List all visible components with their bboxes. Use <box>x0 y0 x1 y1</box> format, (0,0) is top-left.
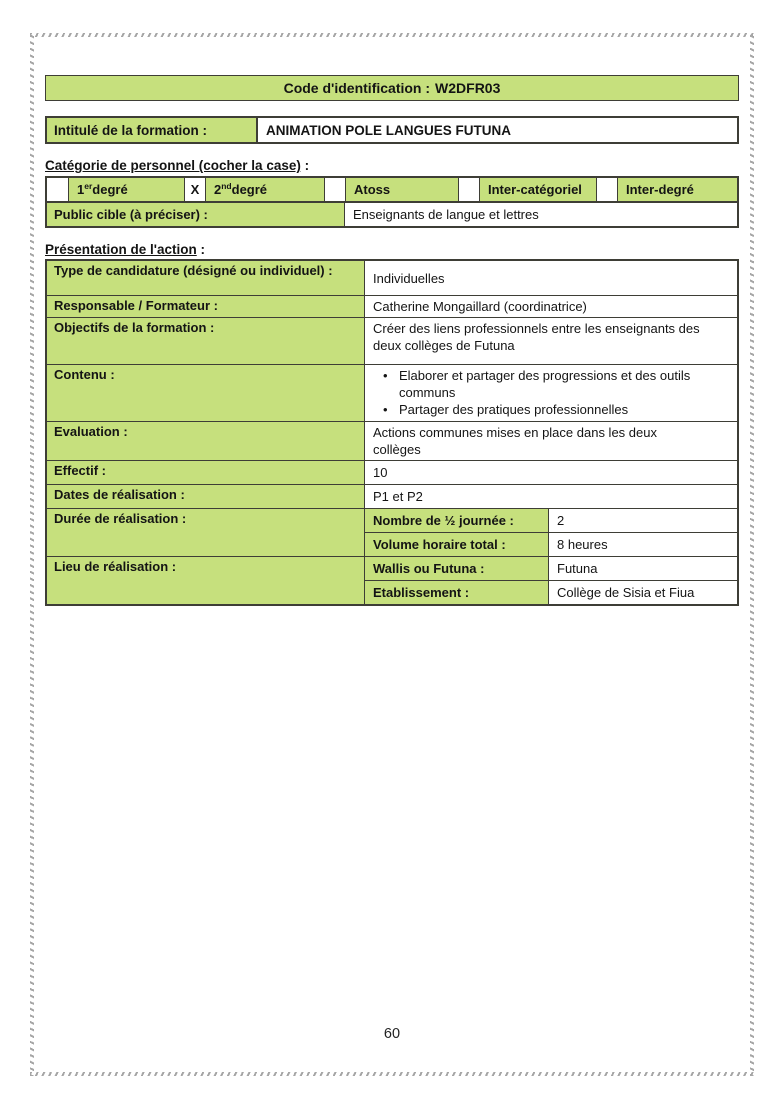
sub-row <box>365 557 737 580</box>
row-value-effectif: 10 <box>365 461 737 484</box>
categorie-table <box>45 176 739 228</box>
lieu-subtable <box>365 557 737 604</box>
table-row <box>47 295 737 317</box>
sub-value-etablissement: Collège de Sisia et Fiua <box>549 581 737 604</box>
public-cible-value: Enseignants de langue et lettres <box>345 203 737 226</box>
table-row <box>47 421 737 460</box>
table-row <box>47 556 737 604</box>
intitule-value: ANIMATION POLE LANGUES FUTUNA <box>258 118 737 142</box>
row-value-dates: P1 et P2 <box>365 485 737 508</box>
row-label-contenu: Contenu : <box>47 365 365 421</box>
row-label-dates: Dates de réalisation : <box>47 485 365 508</box>
row-value-type-candidature: Individuelles <box>365 261 737 295</box>
option-atoss <box>345 178 458 201</box>
row-value-responsable: Catherine Mongaillard (coordinatrice) <box>365 296 737 317</box>
sub-row <box>365 532 737 556</box>
contenu-bullet <box>373 367 723 401</box>
sub-value-volume-horaire: 8 heures <box>549 533 737 556</box>
table-row <box>47 484 737 508</box>
decorative-border-top <box>30 33 754 37</box>
presentation-table <box>45 259 739 606</box>
table-row <box>47 261 737 295</box>
option-text: Inter-degré <box>626 182 694 197</box>
row-label-lieu: Lieu de réalisation : <box>47 557 365 604</box>
decorative-border-right <box>750 33 754 1076</box>
checkbox-1er-degre <box>47 178 68 201</box>
option-sup: nd <box>221 180 232 191</box>
categorie-heading-colon: : <box>300 158 310 173</box>
categorie-options-row <box>47 178 737 201</box>
bullet-text: Elaborer et partager des progressions et des outils communs <box>399 368 691 400</box>
option-text: Atoss <box>354 182 391 197</box>
row-label-responsable: Responsable / Formateur : <box>47 296 365 317</box>
categorie-heading <box>45 158 739 173</box>
option-text: Inter-catégoriel <box>488 182 582 197</box>
table-row <box>47 508 737 556</box>
option-2nd-degre <box>205 178 324 201</box>
table-row <box>47 317 737 364</box>
row-label-duree: Durée de réalisation : <box>47 509 365 556</box>
contenu-bullet <box>373 401 723 418</box>
option-rest: degré <box>92 182 128 197</box>
presentation-heading-colon: : <box>196 242 205 257</box>
page-number: 60 <box>383 1026 401 1042</box>
option-rest: degré <box>231 182 268 197</box>
option-text: 1 <box>77 182 85 197</box>
decorative-border-left <box>30 33 34 1076</box>
public-cible-row <box>47 201 737 226</box>
presentation-heading-text: Présentation de l'action <box>45 242 197 257</box>
checkbox-2nd-degre: X <box>184 178 205 201</box>
sub-value-wallis-futuna: Futuna <box>549 557 737 580</box>
categorie-heading-text: Catégorie de personnel (cocher la case) <box>45 158 301 173</box>
form-content <box>45 75 739 606</box>
intitule-row <box>45 116 739 144</box>
checkbox-inter-categoriel <box>458 178 479 201</box>
option-1er-degre <box>68 178 184 201</box>
row-label-objectifs: Objectifs de la formation : <box>47 318 365 364</box>
code-identification-value: W2DFR03 <box>435 80 501 96</box>
table-row <box>47 460 737 484</box>
row-label-evaluation: Evaluation : <box>47 422 365 460</box>
row-value-contenu <box>365 365 737 421</box>
sub-label-volume-horaire: Volume horaire total : <box>365 533 549 556</box>
row-value-objectifs: Créer des liens professionnels entre les enseignants des deux collèges de Futuna <box>365 318 717 364</box>
code-identification-label: Code d'identification : <box>283 80 431 96</box>
decorative-border-bottom <box>30 1072 754 1076</box>
sub-row <box>365 580 737 604</box>
sub-label-etablissement: Etablissement : <box>365 581 549 604</box>
row-value-evaluation: Actions communes mises en place dans les deux collèges <box>365 422 717 460</box>
option-sup: er <box>84 180 93 191</box>
bullet-text: Partager des pratiques professionnelles <box>399 402 629 417</box>
option-inter-degre <box>617 178 737 201</box>
row-label-effectif: Effectif : <box>47 461 365 484</box>
sub-row <box>365 509 737 532</box>
code-identification-bar <box>45 75 739 101</box>
option-inter-categoriel <box>479 178 596 201</box>
option-text: 2 <box>214 182 222 197</box>
duree-subtable <box>365 509 737 556</box>
sub-label-nombre-journee: Nombre de ½ journée : <box>365 509 549 532</box>
row-label-type-candidature: Type de candidature (désigné ou individuel) : <box>47 261 365 295</box>
sub-label-wallis-futuna: Wallis ou Futuna : <box>365 557 549 580</box>
checkbox-atoss <box>324 178 345 201</box>
public-cible-label: Public cible (à préciser) : <box>47 203 345 226</box>
intitule-label: Intitulé de la formation : <box>47 118 258 142</box>
presentation-heading <box>45 242 739 257</box>
sub-value-nombre-journee: 2 <box>549 509 737 532</box>
checkbox-inter-degre <box>596 178 617 201</box>
table-row <box>47 364 737 421</box>
